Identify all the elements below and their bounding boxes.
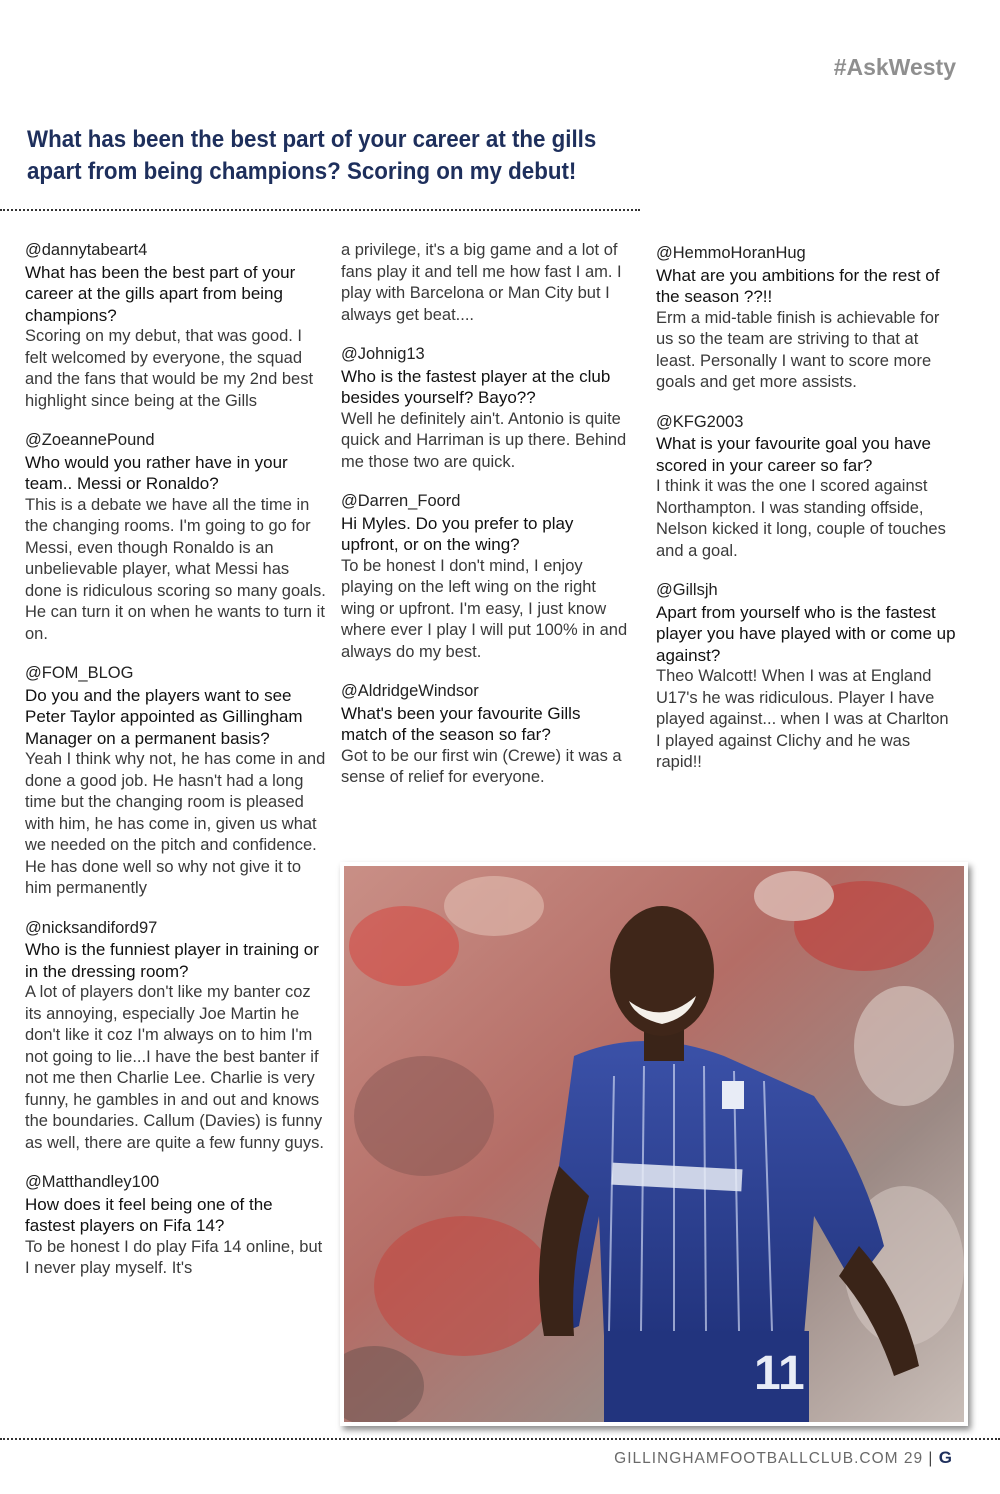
twitter-handle: @AldridgeWindsor [341, 682, 479, 700]
qa-item [341, 344, 631, 473]
qa-item [656, 243, 956, 394]
qa-item [25, 1172, 327, 1280]
footer-site: GILLINGHAMFOOTBALLCLUB.COM [614, 1450, 899, 1467]
qa-item [341, 681, 631, 789]
hashtag-label: #AskWesty [833, 54, 956, 80]
question: Do you and the players want to see Peter Taylor appointed as Gillingham Manager on a permanent basis? [25, 685, 303, 748]
answer: A lot of players don't like my banter coz its annoying, especially Joe Martin he don't like it coz I'm always on to him I'm not going to lie...I have the best banter if not me then Charlie Lee. Charlie is very funny, he gambles in and out and knows the boundaries. Callum (Davies) is funny as well, there are quite a few funny guys. [25, 983, 324, 1152]
shorts-number: 11 [754, 1347, 805, 1400]
column-2 [341, 240, 631, 807]
twitter-handle: @Johnig13 [341, 345, 425, 363]
question: Who is the funniest player in training or in the dressing room? [25, 940, 319, 981]
question: What is your favourite goal you have scored in your career so far? [656, 434, 931, 475]
question: Who would you rather have in your team.. Messi or Ronaldo? [25, 452, 288, 493]
answer: This is a debate we have all the time in the changing rooms. I'm going to go for Messi, even though Ronaldo is an unbelievable player, what Messi has done is ridiculous scoring so many goals. He can turn it on when he wants to turn it on. [25, 495, 326, 643]
bottom-dotted-divider [0, 1438, 1000, 1440]
qa-item [25, 240, 327, 412]
page-number: 29 [903, 1450, 924, 1467]
question: How does it feel being one of the fastest players on Fifa 14? [25, 1194, 273, 1235]
qa-item [341, 491, 631, 663]
player-photo [340, 862, 968, 1426]
club-crest-icon: G [938, 1448, 952, 1467]
answer: Theo Walcott! When I was at England U17's he was ridiculous. Player I have played against... when I was at Charlton I played against Clichy and he was rapid!! [656, 667, 949, 771]
answer: I think it was the one I scored against Northampton. I was standing offside, Nelson kicked it long, couple of touches and a goal. [656, 477, 946, 560]
twitter-handle: @ZoeannePound [25, 431, 155, 449]
footer-separator: | [928, 1450, 934, 1467]
qa-item [656, 580, 956, 774]
answer: To be honest I do play Fifa 14 online, but I never play myself. It's [25, 1237, 323, 1277]
answer: Yeah I think why not, he has come in and done a good job. He hasn't had a long time but the changing room is pleased with him, he has come in, given us what we needed on the pitch and confidence. He has done well so why not give it to him permanently [25, 750, 326, 897]
twitter-handle: @KFG2003 [656, 412, 744, 431]
page-headline: What has been the best part of your career at the gills apart from being champions? Scoring on my debut! [27, 126, 597, 185]
answer: Scoring on my debut, that was good. I felt welcomed by everyone, the squad and the fans that would be my 2nd best highlight since being at the Gills [25, 327, 314, 410]
question: What has been the best part of your career at the gills apart from being champions? [25, 262, 296, 325]
question: Apart from yourself who is the fastest player you have played with or come up against? [656, 602, 956, 665]
question: Hi Myles. Do you prefer to play upfront, or on the wing? [341, 513, 574, 554]
qa-item [25, 430, 327, 645]
answer: To be honest I don't mind, I enjoy playing on the left wing on the right wing or upfront. I'm easy, I just know where ever I play I will put 100% in and always do my best. [341, 556, 628, 661]
answer: Well he definitely ain't. Antonio is quite quick and Harriman is up there. Behind me those two are quick. [341, 409, 627, 471]
answer: Erm a mid-table finish is achievable for us so the team are striving to that at least. Personally I want to score more goals and get more assists. [656, 308, 940, 391]
question: What's been your favourite Gills match of the season so far? [341, 703, 581, 744]
question: Who is the fastest player at the club besides yourself? Bayo?? [341, 366, 611, 407]
twitter-handle: @dannytabeart4 [25, 241, 148, 259]
top-dotted-divider [0, 209, 640, 211]
column-3 [656, 243, 956, 792]
answer: Got to be our first win (Crewe) it was a sense of relief for everyone. [341, 746, 622, 786]
page-footer [614, 1448, 952, 1468]
qa-item [656, 412, 956, 563]
question: What are you ambitions for the rest of the season ??!! [656, 265, 940, 306]
answer-continued: a privilege, it's a big game and a lot of fans play it and tell me how fast I am. I play with Barcelona or Man City but I always get beat.... [341, 241, 622, 324]
qa-item [25, 663, 327, 900]
twitter-handle: @FOM_BLOG [25, 664, 134, 682]
qa-item [25, 918, 327, 1155]
column-1 [25, 240, 327, 1298]
twitter-handle: @Matthandley100 [25, 1173, 160, 1191]
player-photo-illustration [344, 866, 964, 1422]
twitter-handle: @Darren_Foord [341, 492, 461, 510]
twitter-handle: @Gillsjh [656, 581, 718, 599]
twitter-handle: @HemmoHoranHug [656, 244, 806, 262]
qa-item [341, 240, 631, 326]
twitter-handle: @nicksandiford97 [25, 918, 158, 937]
